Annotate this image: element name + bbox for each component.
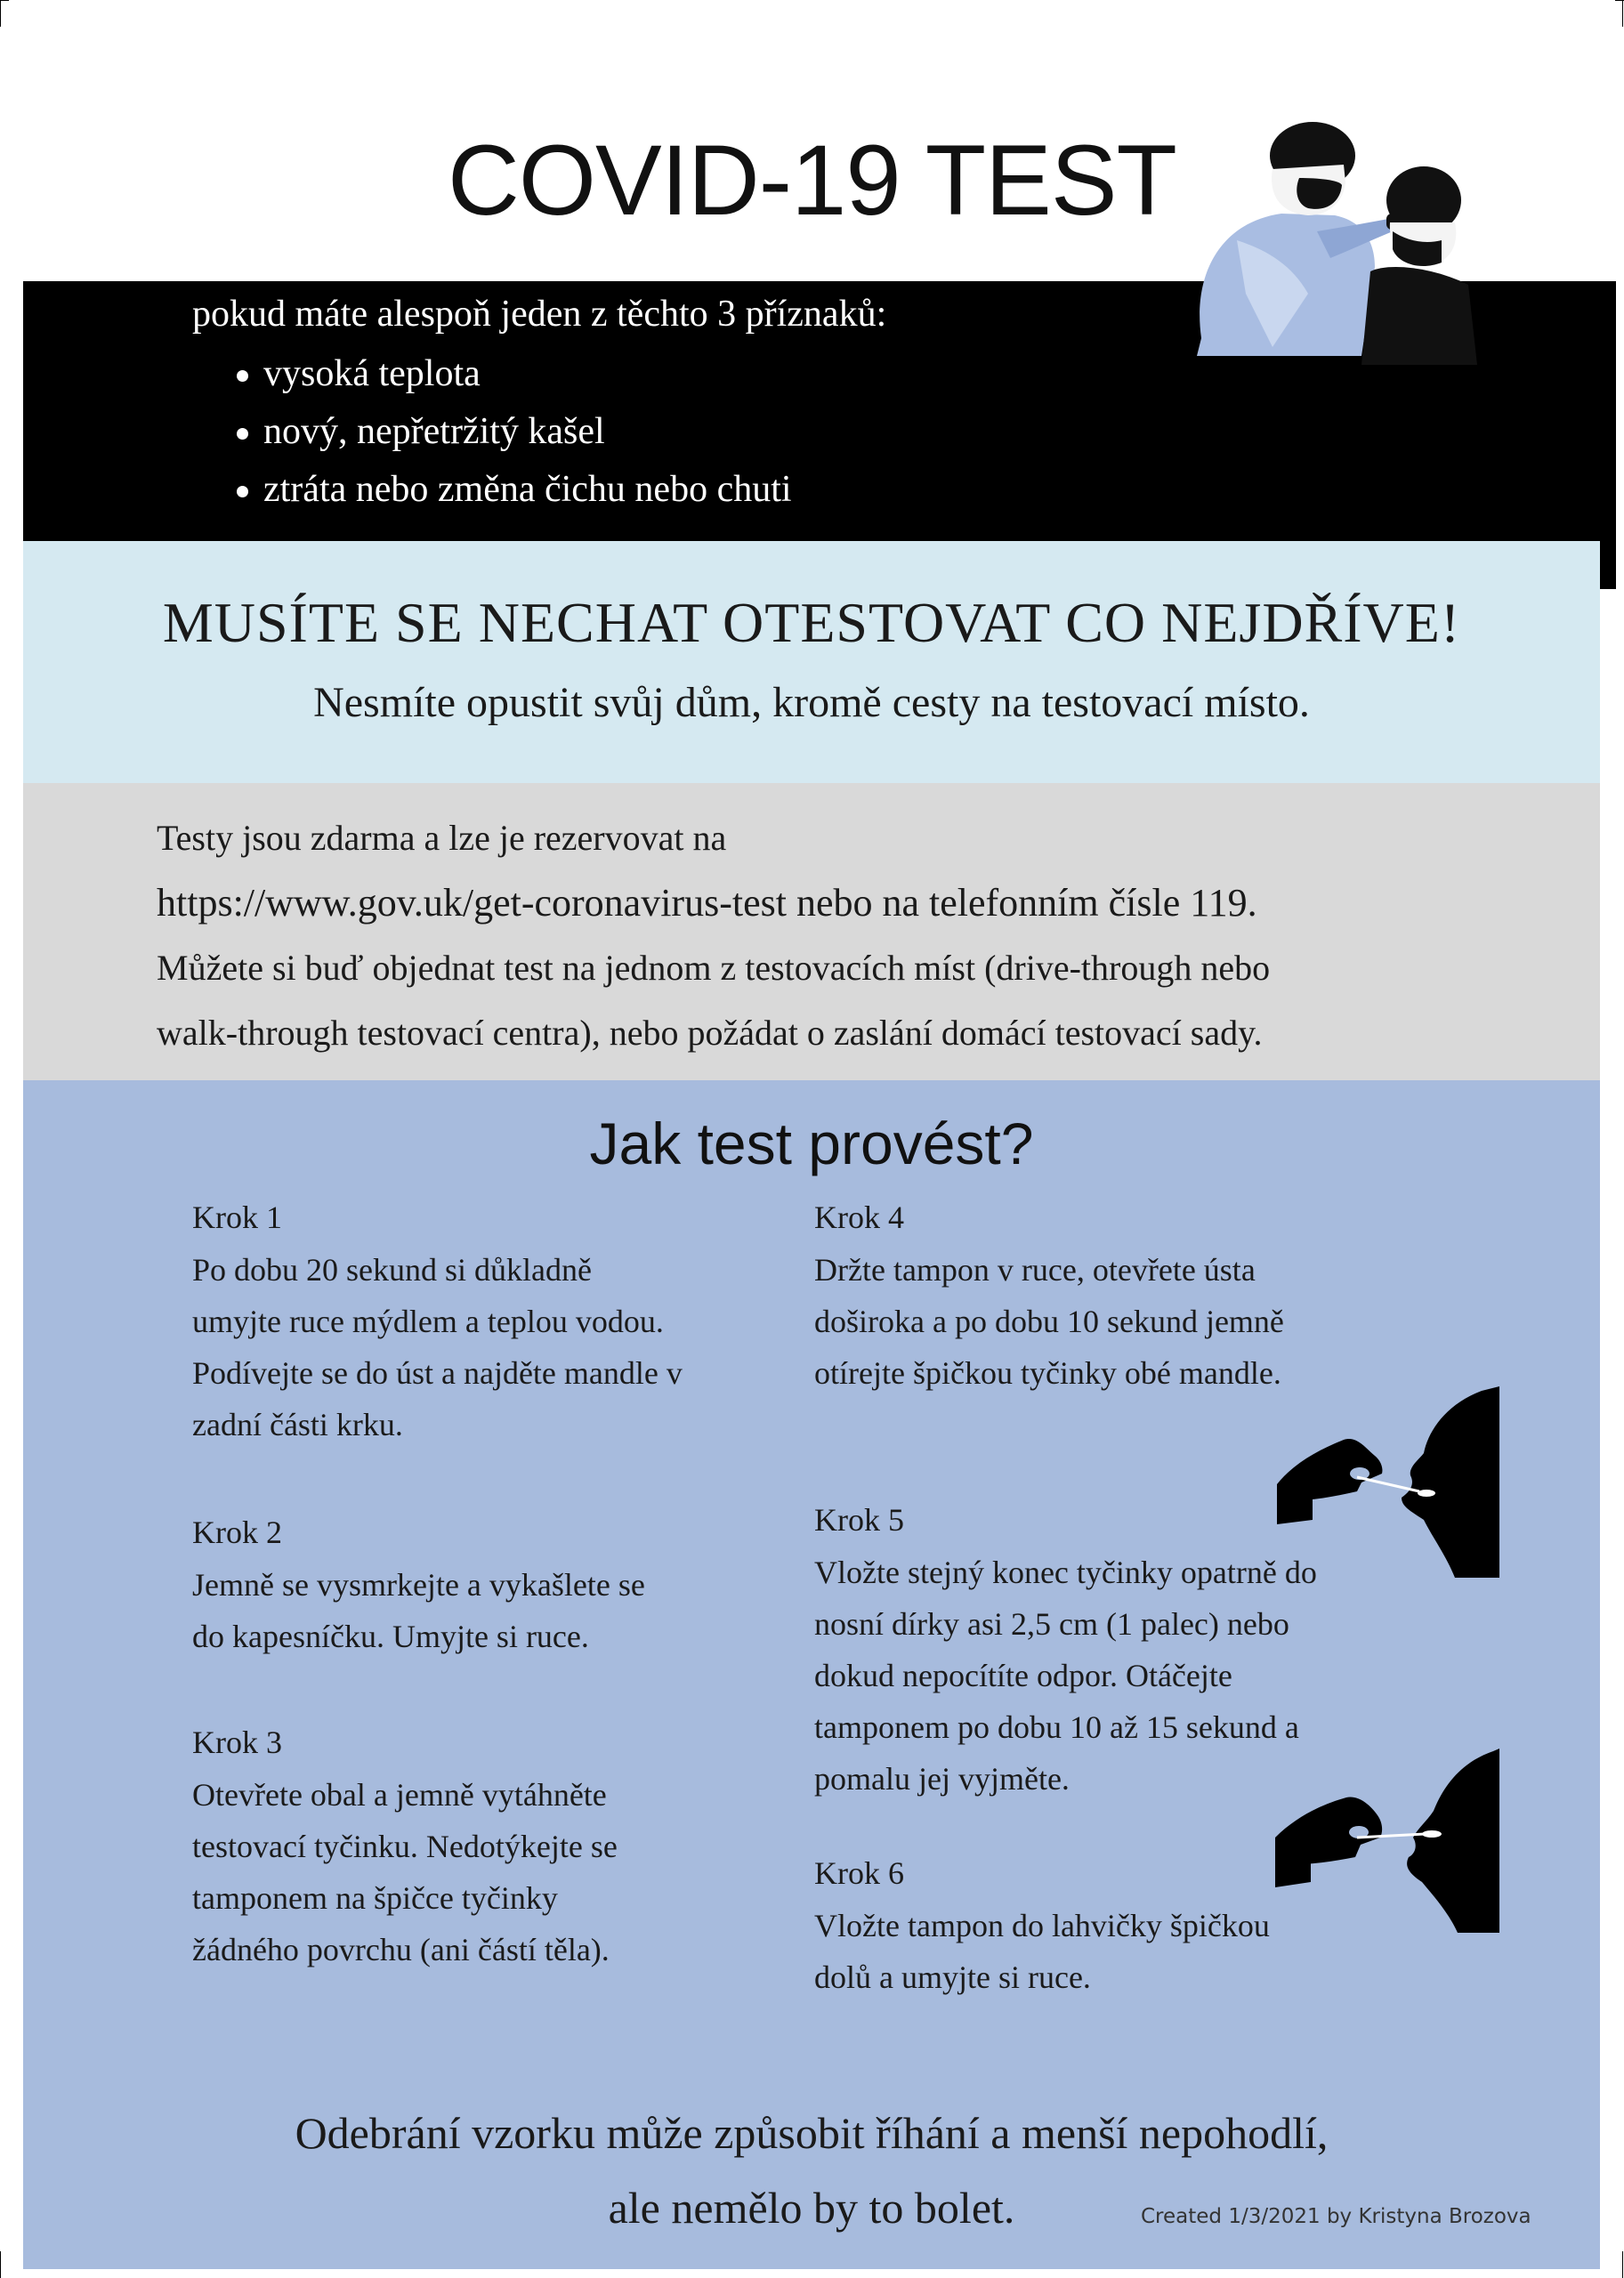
warning-subheading: Nesmíte opustit svůj dům, kromě cesty na testovací místo. (313, 679, 1310, 726)
step-line: tamponem na špičce tyčinky (192, 1880, 558, 1916)
warning-band (23, 541, 1600, 783)
step-line: do kapesníčku. Umyjte si ruce. (192, 1619, 589, 1654)
crop-mark (1622, 0, 1623, 27)
step-line: Vložte stejný konec tyčinky opatrně do (814, 1555, 1317, 1590)
step-line: nosní dírky asi 2,5 cm (1 palec) nebo (814, 1606, 1289, 1642)
symptom-item: vysoká teplota (192, 345, 792, 403)
info-link-line[interactable]: https://www.gov.uk/get-coronavirus-test nebo na telefonním čísle 119. (157, 881, 1257, 925)
step-line: doširoka a po dobu 10 sekund jemně (814, 1304, 1284, 1339)
info-line: Testy jsou zdarma a lze je rezervovat na (157, 818, 727, 858)
crop-mark (1622, 2251, 1623, 2278)
step-4 (814, 1192, 1437, 1399)
info-line: walk-through testovací centra), nebo požádat o zaslání domácí testovací sady. (157, 1013, 1263, 1053)
closing-line: ale nemělo by to bolet. (608, 2183, 1015, 2233)
page-title: COVID-19 TEST (448, 125, 1176, 236)
symptom-item: ztráta nebo změna čichu nebo chuti (192, 461, 792, 519)
step-title: Krok 3 (192, 1725, 282, 1760)
nurse-swab-illustration-icon (1184, 116, 1477, 365)
crop-mark (0, 0, 9, 1)
step-1 (192, 1192, 797, 1450)
step-line: otírejte špičkou tyčinky obé mandle. (814, 1355, 1281, 1391)
step-line: Po dobu 20 sekund si důkladně (192, 1252, 592, 1288)
symptoms-intro: pokud máte alespoň jeden z těchto 3 příznaků: (192, 294, 887, 335)
crop-mark (0, 0, 1, 27)
crop-mark (0, 2251, 1, 2278)
crop-mark (1615, 0, 1624, 1)
step-line: testovací tyčinku. Nedotýkejte se (192, 1829, 618, 1864)
step-title: Krok 1 (192, 1200, 282, 1235)
author-credit: Created 1/3/2021 by Kristyna Brozova (1141, 2205, 1531, 2228)
step-3 (192, 1717, 797, 1975)
symptoms-list (192, 345, 792, 519)
warning-heading: MUSÍTE SE NECHAT OTESTOVAT CO NEJDŘÍVE! (162, 591, 1461, 654)
step-line: umyjte ruce mýdlem a teplou vodou. (192, 1304, 664, 1339)
step-title: Krok 4 (814, 1200, 904, 1235)
step-line: Vložte tampon do lahvičky špičkou (814, 1908, 1270, 1943)
step-line: Otevřete obal a jemně vytáhněte (192, 1777, 607, 1813)
step-title: Krok 6 (814, 1855, 904, 1891)
step-2 (192, 1507, 797, 1662)
step-line: Jemně se vysmrkejte a vykašlete se (192, 1567, 645, 1603)
step-line: zadní části krku. (192, 1407, 403, 1442)
step-line: pomalu jej vyjměte. (814, 1761, 1070, 1797)
step-line: dokud nepocítíte odpor. Otáčejte (814, 1658, 1232, 1693)
step-line: tamponem po dobu 10 až 15 sekund a (814, 1709, 1299, 1745)
step-title: Krok 2 (192, 1515, 282, 1550)
step-line: žádného povrchu (ani částí těla). (192, 1932, 610, 1967)
band-edge (1600, 534, 1616, 589)
how-to-heading: Jak test provést? (589, 1111, 1034, 1176)
info-line: Můžete si buď objednat test na jednom z testovacích míst (drive-through nebo (157, 948, 1271, 988)
step-line: dolů a umyjte si ruce. (814, 1959, 1091, 1995)
step-title: Krok 5 (814, 1502, 904, 1538)
step-line: Podívejte se do úst a najděte mandle v (192, 1355, 683, 1391)
symptom-item: nový, nepřetržitý kašel (192, 403, 792, 461)
step-6 (814, 1848, 1437, 2003)
step-line: Držte tampon v ruce, otevřete ústa (814, 1252, 1256, 1288)
info-text (157, 805, 1545, 1065)
closing-line: Odebrání vzorku může způsobit říhání a menší nepohodlí, (295, 2108, 1329, 2158)
